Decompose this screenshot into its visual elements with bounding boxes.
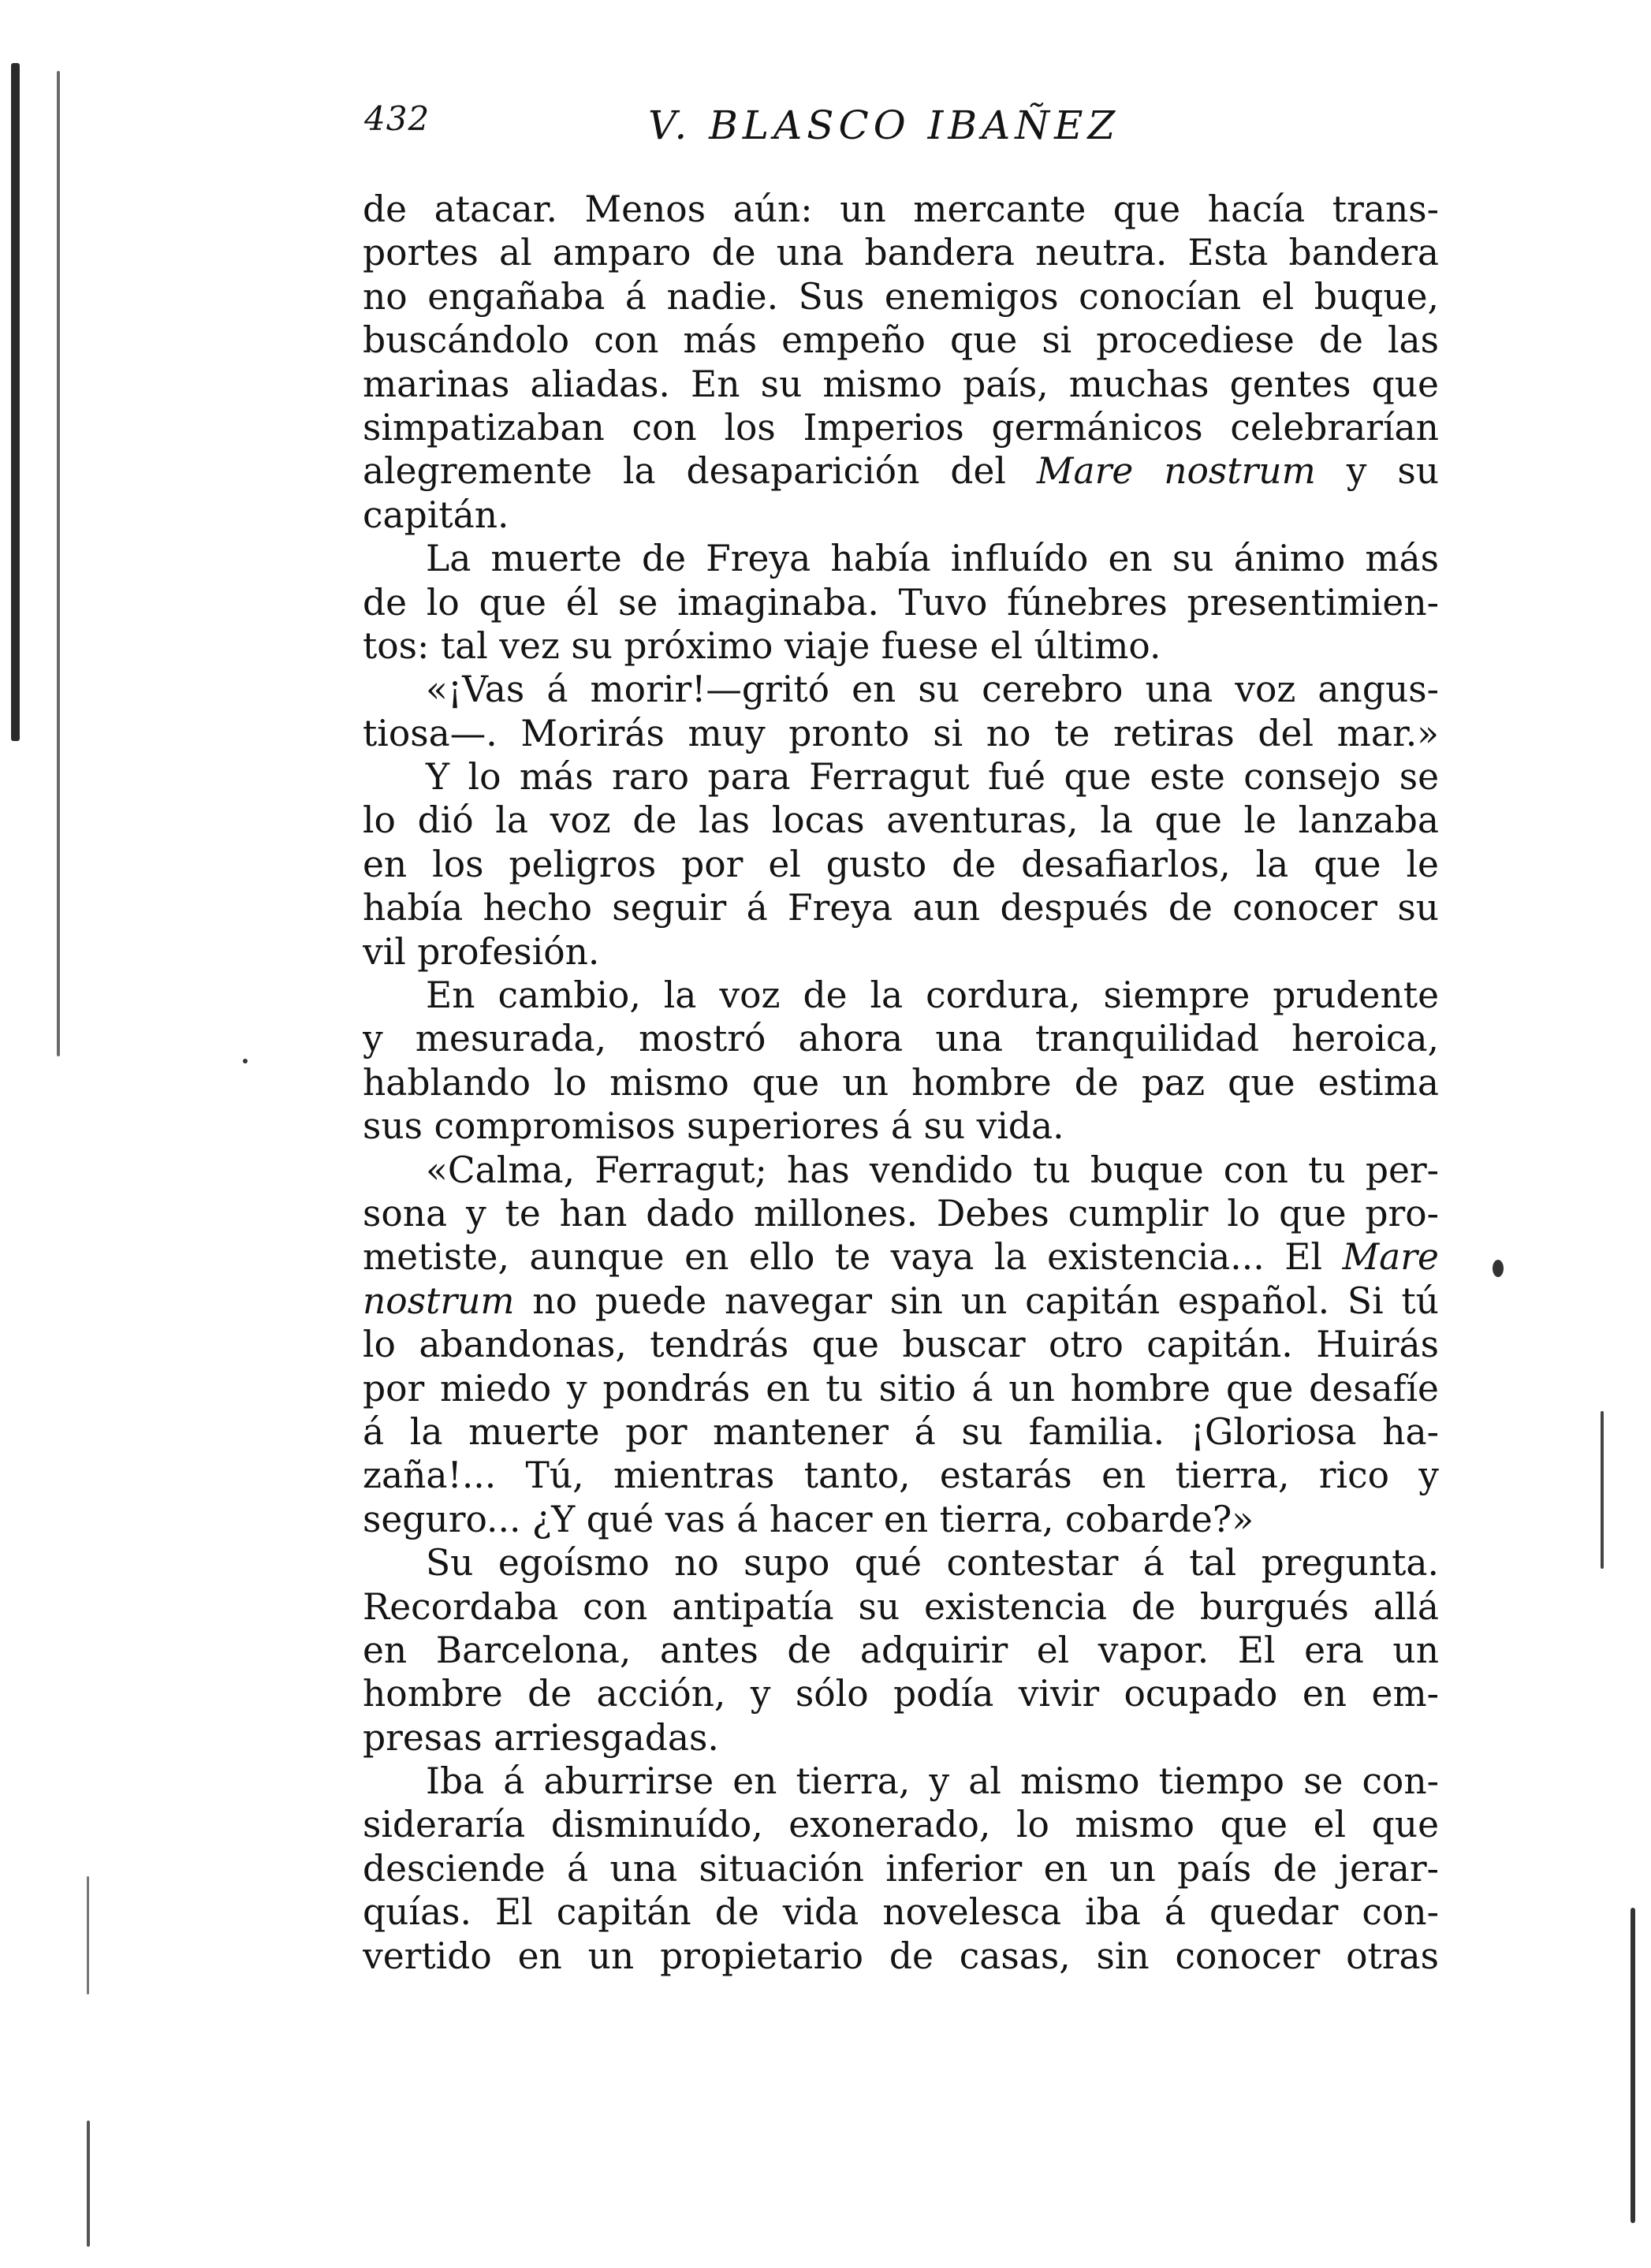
scan-edge-right	[1601, 1411, 1604, 1569]
running-title: V. BLASCO IBAÑEZ	[648, 102, 1120, 148]
text-line: desciende á una situación inferior en un país de jerar-	[363, 1847, 1439, 1890]
scan-edge-left-inner	[57, 71, 60, 1056]
text-segment: alegremente la desaparición del	[363, 450, 1037, 493]
page-number: 432	[364, 99, 430, 138]
text-line: había hecho seguir á Freya aun después de conocer su	[363, 887, 1439, 929]
text-line: sona y te han dado millones. Debes cumplir lo que pro-	[363, 1192, 1439, 1235]
text-line: vertido en un propietario de casas, sin conocer otras	[363, 1935, 1439, 1977]
text-line: lo dió la voz de las locas aventuras, la que le lanzaba	[363, 799, 1439, 842]
text-line: no engañaba á nadie. Sus enemigos conocían el buque,	[363, 275, 1439, 318]
text-line: sus compromisos superiores á su vida.	[363, 1105, 1064, 1148]
text-line: vil profesión.	[363, 930, 600, 973]
text-line: Y lo más raro para Ferragut fué que este consejo se	[426, 756, 1439, 799]
text-line: capitán.	[363, 493, 509, 536]
body-text	[363, 188, 1439, 1978]
scan-edge-left-mid	[87, 1876, 89, 1994]
italic-title: nostrum	[363, 1279, 515, 1322]
text-line: Su egoísmo no supo qué contestar á tal pregunta.	[426, 1542, 1439, 1585]
ink-speck	[243, 1059, 248, 1063]
text-line: «Calma, Ferragut; has vendido tu buque con tu per-	[426, 1149, 1439, 1191]
ink-speck	[1493, 1260, 1504, 1277]
scan-edge-left	[11, 63, 20, 741]
text-line: seguro... ¿Y qué vas á hacer en tierra, cobarde?»	[363, 1498, 1254, 1540]
text-line: por miedo y pondrás en tu sitio á un hombre que desafíe	[363, 1367, 1439, 1410]
text-line: hablando lo mismo que un hombre de paz que estima	[363, 1061, 1439, 1104]
book-page	[363, 95, 1439, 1977]
text-line: portes al amparo de una bandera neutra. Esta bandera	[363, 232, 1439, 274]
text-line: á la muerte por mantener á su familia. ¡Gloriosa ha-	[363, 1410, 1439, 1453]
text-line	[363, 1279, 1439, 1323]
text-line: de atacar. Menos aún: un mercante que hacía trans-	[363, 188, 1439, 230]
text-line: tiosa—. Morirás muy pronto si no te retiras del mar.»	[363, 712, 1439, 754]
text-segment: y su	[1315, 450, 1439, 493]
text-line: quías. El capitán de vida novelesca iba á quedar con-	[363, 1891, 1439, 1934]
text-line: lo abandonas, tendrás que buscar otro capitán. Huirás	[363, 1324, 1439, 1366]
text-line: Recordaba con antipatía su existencia de burgués allá	[363, 1585, 1439, 1628]
text-line: La muerte de Freya había influído en su ánimo más	[426, 538, 1439, 580]
scan-edge-left-lower	[87, 2121, 90, 2247]
text-line: de lo que él se imaginaba. Tuvo fúnebres presentimien-	[363, 581, 1439, 624]
text-line: marinas aliadas. En su mismo país, muchas gentes que	[363, 363, 1439, 405]
text-line	[363, 1235, 1439, 1279]
text-segment: no puede navegar sin un capitán español. Si tú	[514, 1279, 1439, 1322]
italic-title: Mare	[1342, 1236, 1439, 1279]
text-line: buscándolo con más empeño que si procediese de las	[363, 319, 1439, 362]
text-line: tos: tal vez su próximo viaje fuese el último.	[363, 624, 1161, 667]
text-line: Iba á aburrirse en tierra, y al mismo tiempo se con-	[426, 1760, 1439, 1803]
text-line: simpatizaban con los Imperios germánicos celebrarían	[363, 406, 1439, 449]
text-line: y mesurada, mostró ahora una tranquilidad heroica,	[363, 1018, 1439, 1060]
running-head	[363, 95, 1439, 173]
text-line: zaña!... Tú, mientras tanto, estarás en tierra, rico y	[363, 1454, 1439, 1497]
text-line: hombre de acción, y sólo podía vivir ocupado en em-	[363, 1673, 1439, 1715]
text-line: en Barcelona, antes de adquirir el vapor. El era un	[363, 1629, 1439, 1671]
text-segment: metiste, aunque en ello te vaya la existencia... El	[363, 1236, 1343, 1279]
italic-title: Mare nostrum	[1036, 450, 1316, 493]
text-line: en los peligros por el gusto de desafiarlos, la que le	[363, 843, 1439, 885]
text-line: «¡Vas á morir!—gritó en su cerebro una voz angus-	[426, 668, 1439, 711]
scan-edge-right-lower	[1631, 1908, 1635, 2223]
text-line	[363, 449, 1439, 493]
text-line: sideraría disminuído, exonerado, lo mismo que el que	[363, 1804, 1439, 1846]
text-line: En cambio, la voz de la cordura, siempre prudente	[426, 974, 1439, 1017]
text-line: presas arriesgadas.	[363, 1716, 719, 1759]
